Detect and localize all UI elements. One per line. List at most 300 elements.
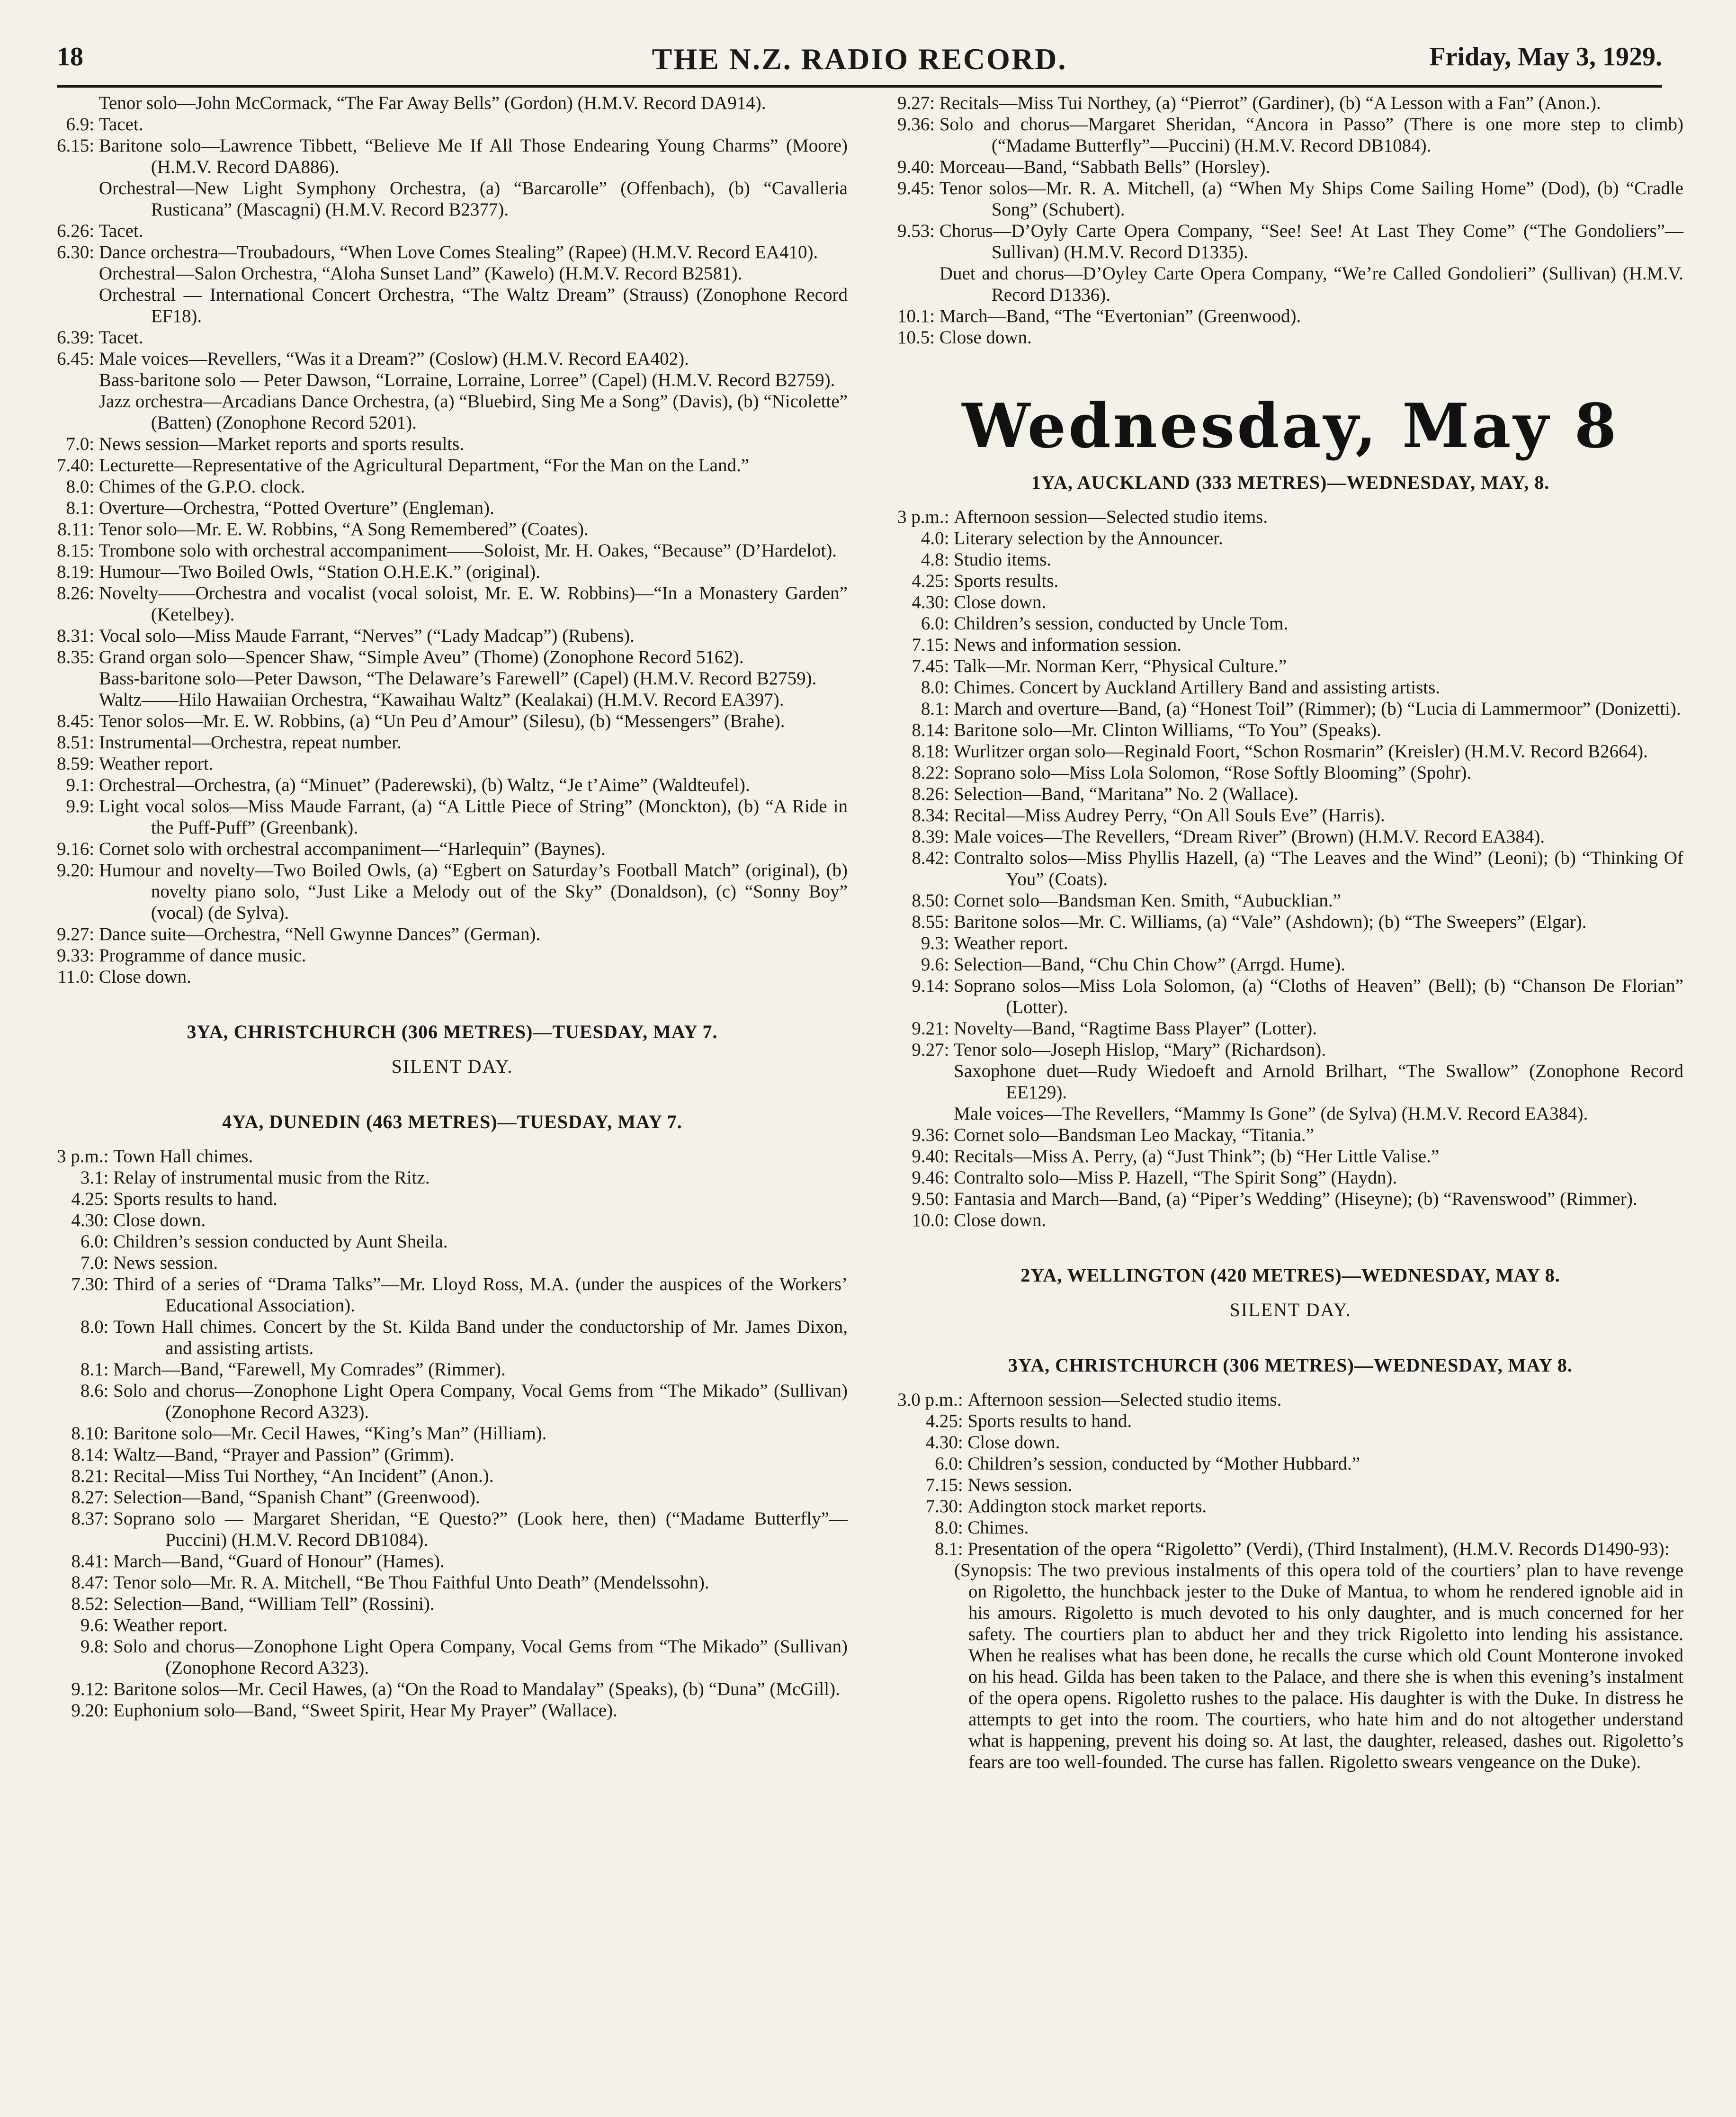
programme-entry [897,156,1683,178]
programme-entry [897,741,1683,762]
programme-entry [57,1465,848,1487]
entry-description: Weather report. [954,933,1068,953]
programme-entry [897,1410,1683,1432]
entry-description: Overture—Orchestra, “Potted Overture” (Engleman). [98,498,494,518]
entry-description: Close down. [967,1432,1060,1453]
programme-entry [57,1487,848,1508]
entry-description: Solo and chorus—Zonophone Light Opera Company, Vocal Gems from “The Mikado” (Sullivan) (Zonophone Record A323). [113,1636,848,1678]
programme-entry [57,561,848,583]
programme-entry [897,1517,1683,1538]
programme-entry [897,570,1683,592]
entry-time: 8.0: [921,677,949,698]
entry-description: Town Hall chimes. [113,1146,253,1166]
programme-entry [897,1124,1683,1146]
entry-description: News session—Market reports and sports results. [98,434,465,454]
entry-time: 8.55: [912,912,949,932]
programme-entry [57,966,848,987]
entry-description: Presentation of the opera “Rigoletto” (Verdi), (Third Instalment), (H.M.V. Records D1490-93): [967,1539,1670,1559]
programme-entry [57,1167,848,1188]
entry-time: 7.0: [66,434,95,454]
programme-entry [57,1444,848,1465]
programme-entry [57,1615,848,1636]
entry-description: Male voices—The Revellers, “Dream River” (Brown) (H.M.V. Record EA384). [954,826,1545,847]
entry-time: 9.50: [912,1189,949,1209]
programme-entry [897,506,1683,528]
programme-entry [57,348,848,369]
entry-description: Waltz—Band, “Prayer and Passion” (Grimm). [113,1444,455,1465]
programme-entry [897,826,1683,847]
programme-entry [897,263,1683,305]
entry-time [897,263,940,284]
entry-time: 9.6: [921,954,949,975]
entry-description: Relay of instrumental music from the Ritz. [113,1167,430,1188]
programme-entry [57,519,848,540]
entry-description: Sports results to hand. [967,1411,1132,1431]
entry-description: March—Band, “Guard of Honour” (Hames). [113,1551,445,1571]
programme-list [897,92,1683,348]
entry-time: 8.1: [935,1539,963,1559]
entry-time: 7.30: [925,1496,963,1516]
entry-time: 8.19: [57,562,95,582]
programme-entry [57,860,848,924]
entry-description: Sports results. [954,571,1059,591]
entry-time [897,1103,954,1124]
programme-entry [57,114,848,135]
entry-time: 3.1: [80,1167,109,1188]
programme-entry [897,783,1683,805]
programme-entry [57,1359,848,1380]
entry-time: 8.41: [71,1551,109,1571]
entry-time: 8.27: [71,1487,109,1507]
entry-description: Recitals—Miss Tui Northey, (a) “Pierrot” (Gardiner), (b) “A Lesson with a Fan” (Anon.). [939,93,1601,113]
entry-description: Chimes of the G.P.O. clock. [98,476,305,497]
entry-time: 7.45: [912,656,949,676]
entry-time: 8.52: [71,1594,109,1614]
programme-entry [57,625,848,646]
entry-time: 9.40: [897,157,935,177]
entry-description: Recitals—Miss A. Perry, (a) “Just Think”; (b) “Her Little Valise.” [954,1146,1440,1166]
programme-entry [897,655,1683,677]
entry-description: Male voices—The Revellers, “Mammy Is Gone” (de Sylva) (H.M.V. Record EA384). [954,1103,1588,1124]
entry-description: Afternoon session—Selected studio items. [954,507,1268,527]
entry-description: Chimes. Concert by Auckland Artillery Band and assisting artists. [954,677,1441,698]
entry-time: 3 p.m.: [57,1146,109,1166]
entry-description: Cornet solo—Bandsman Leo Mackay, “Titania.” [954,1125,1314,1145]
entry-time: 6.39: [57,327,95,348]
page-number: 18 [57,42,83,72]
entry-time: 7.30: [71,1274,109,1294]
entry-time: 8.51: [57,732,95,753]
programme-entry [897,1389,1683,1410]
entry-time [57,178,99,199]
programme-entry [57,710,848,732]
programme-entry [57,753,848,774]
entry-time: 8.0: [80,1317,109,1337]
entry-description: Soprano solo — Margaret Sheridan, “E Questo?” (Look here, then) (“Madame Butterfly”—Puccini) (H.M.V. Record DB1084). [113,1508,848,1550]
entry-description: Light vocal solos—Miss Maude Farrant, (a) “A Little Piece of String” (Monckton), (b) “A Ride in the Puff-Puff” (Greenbank). [98,796,848,838]
programme-entry [897,1210,1683,1231]
entry-description: Humour—Two Boiled Owls, “Station O.H.E.K.” (original). [98,562,540,582]
programme-entry [897,762,1683,783]
programme-entry [897,1039,1683,1060]
entry-time: 8.42: [912,848,949,868]
programme-entry [57,1572,848,1593]
programme-entry [897,847,1683,890]
entry-time: 8.39: [912,826,949,847]
programme-entry [57,774,848,796]
entry-time: 4.25: [925,1411,963,1431]
entry-description: Baritone solo—Lawrence Tibbett, “Believe Me If All Those Endearing Young Charms” (Moore) (H.M.V. Record DA886). [98,135,848,177]
entry-time: 4.8: [921,549,949,570]
entry-time: 9.33: [57,945,95,966]
programme-list [897,506,1683,1231]
entry-time [897,1060,954,1082]
programme-entry [897,1188,1683,1210]
entry-time: 6.0: [935,1453,963,1474]
programme-entry [897,549,1683,570]
programme-entry [897,719,1683,741]
entry-description: Chimes. [967,1517,1029,1538]
programme-entry [57,1380,848,1423]
entry-time: 9.1: [66,775,95,795]
entry-description: Soprano solos—Miss Lola Solomon, (a) “Cloths of Heaven” (Bell); (b) “Chanson De Florian” (Lotter). [954,976,1683,1017]
entry-description: Lecturette—Representative of the Agricultural Department, “For the Man on the Land.” [98,455,750,475]
entry-description: Solo and chorus—Zonophone Light Opera Company, Vocal Gems from “The Mikado” (Sullivan) (Zonophone Record A323). [113,1381,848,1422]
entry-description: Recital—Miss Tui Northey, “An Incident” (Anon.). [113,1466,494,1486]
entry-description: Sports results to hand. [113,1189,277,1209]
entry-time: 10.1: [897,306,935,326]
programme-entry [897,677,1683,698]
programme-entry [897,114,1683,156]
left-column [57,92,848,1721]
programme-entry [57,242,848,263]
entry-description: News session. [113,1253,218,1273]
entry-time: 8.21: [71,1466,109,1486]
entry-description: Tenor solos—Mr. R. A. Mitchell, (a) “When My Ships Come Sailing Home” (Dod), (b) “Cradle Song” (Schubert). [939,178,1683,220]
programme-entry [57,476,848,497]
entry-time: 9.14: [912,976,949,996]
entry-description: Literary selection by the Announcer. [954,528,1223,548]
entry-time: 4.0: [921,528,949,548]
programme-entry [57,668,848,689]
entry-description: Programme of dance music. [98,945,306,966]
entry-time: 6.0: [80,1231,109,1252]
entry-time: 9.9: [66,796,95,816]
entry-description: Baritone solos—Mr. Cecil Hawes, (a) “On the Road to Mandalay” (Speaks), (b) “Duna” (McGill). [113,1679,840,1699]
entry-time: 10.5: [897,327,935,348]
entry-time: 9.53: [897,221,935,241]
entry-time [57,668,99,689]
entry-time: 8.45: [57,711,95,731]
entry-time: 8.50: [912,890,949,911]
entry-time: 9.27: [897,93,935,113]
entry-time: 7.0: [80,1253,109,1273]
programme-entry [57,796,848,838]
entry-time: 3 p.m.: [897,507,949,527]
entry-time [57,263,99,284]
entry-time: 8.14: [912,720,949,740]
programme-list [57,92,848,987]
entry-time: 8.14: [71,1444,109,1465]
silent-day-notice: SILENT DAY. [1229,1299,1351,1320]
entry-description: Children’s session conducted by Aunt Sheila. [113,1231,448,1252]
issue-date: Friday, May 3, 1929. [1429,42,1662,72]
entry-description: Jazz orchestra—Arcadians Dance Orchestra, (a) “Bluebird, Sing Me a Song” (Davis), (b) “Nicolette” (Batten) (Zonophone Record 5201). [98,391,848,433]
entry-description: March—Band, “Farewell, My Comrades” (Rimmer). [113,1359,506,1380]
programme-entry [57,1316,848,1359]
entry-description: Close down. [113,1210,206,1230]
programme-entry [897,220,1683,263]
entry-description: Vocal solo—Miss Maude Farrant, “Nerves” (“Lady Madcap”) (Rubens). [98,626,635,646]
programme-entry [57,369,848,391]
programme-entry [897,634,1683,655]
entry-time: 8.26: [57,583,95,603]
entry-description: Dance orchestra—Troubadours, “When Love Comes Stealing” (Rapee) (H.M.V. Record EA410). [98,242,818,262]
entry-time [57,391,99,412]
programme-entry [897,933,1683,954]
entry-description: Fantasia and March—Band, (a) “Piper’s Wedding” (Hiseyne); (b) “Ravenswood” (Rimmer). [954,1189,1638,1209]
programme-entry [57,540,848,561]
entry-description: Contralto solos—Miss Phyllis Hazell, (a) “The Leaves and the Wind” (Leoni); (b) “Thinking Of You” (Coats). [954,848,1683,889]
entry-time: 6.0: [921,613,949,634]
section-heading: 3YA, CHRISTCHURCH (306 METRES)—WEDNESDAY, MAY 8. [1008,1355,1573,1376]
entry-description: Close down. [954,592,1047,612]
newspaper-title: THE N.Z. RADIO RECORD. [652,42,1067,76]
entry-description: Weather report. [113,1615,228,1635]
entry-description: Orchestral—Salon Orchestra, “Aloha Sunset Land” (Kawelo) (H.M.V. Record B2581). [98,263,743,284]
programme-entry [57,1700,848,1721]
entry-description: Cornet solo with orchestral accompaniment—“Harlequin” (Baynes). [98,839,606,859]
entry-description: Soprano solo—Miss Lola Solomon, “Rose Softly Blooming” (Spohr). [954,762,1472,783]
programme-entry [897,975,1683,1018]
programme-entry [57,284,848,327]
entry-description: Morceau—Band, “Sabbath Bells” (Horsley). [939,157,1271,177]
programme-entry [57,1146,848,1167]
entry-description: Talk—Mr. Norman Kerr, “Physical Culture.” [954,656,1287,676]
entry-description: Selection—Band, “Spanish Chant” (Greenwood). [113,1487,480,1507]
entry-description: Studio items. [954,549,1052,570]
entry-description: Novelty—Band, “Ragtime Bass Player” (Lotter). [954,1018,1317,1039]
programme-entry [57,455,848,476]
entry-description: Baritone solo—Mr. Cecil Hawes, “King’s Man” (Hilliam). [113,1423,547,1444]
programme-entry [897,178,1683,220]
entry-description: Grand organ solo—Spencer Shaw, “Simple Aveu” (Thome) (Zonophone Record 5162). [98,647,744,667]
entry-time: 9.36: [912,1125,949,1145]
entry-time: 7.15: [912,635,949,655]
programme-entry [57,1423,848,1444]
entry-time: 8.10: [71,1423,109,1444]
programme-entry [57,1274,848,1316]
entry-time: 8.18: [912,741,949,762]
programme-entry [57,497,848,519]
programme-entry [897,613,1683,634]
entry-time: 11.0: [57,967,95,987]
entry-description: Third of a series of “Drama Talks”—Mr. Lloyd Ross, M.A. (under the auspices of the Workers’ Educational Association). [113,1274,848,1316]
programme-entry [897,1103,1683,1124]
entry-description: Wurlitzer organ solo—Reginald Foort, “Schon Rosmarin” (Kreisler) (H.M.V. Record B2664). [954,741,1648,762]
entry-description: Male voices—Revellers, “Was it a Dream?” (Coslow) (H.M.V. Record EA402). [98,349,689,369]
entry-time [57,92,99,114]
entry-description: Trombone solo with orchestral accompaniment——Soloist, Mr. H. Oakes, “Because” (D’Hardelot). [98,540,837,561]
programme-entry [897,592,1683,613]
opera-synopsis: (Synopsis: The two previous instalments of this opera told of the courtiers’ plan to have revenge on Rigoletto, the hunchback jester to the Duke of Mantua, to whom he rendered ignoble aid in his amours. Rigoletto is much devoted to his only daughter, and is much concerned for her safety. The courtiers plan to abduct her and they trick Rigoletto into lending his assistance. When he realises what has been done, he recalls the curse which old Count Monterone invoked on his head. Gilda has been taken to the Palace, and there she is when this evening’s instalment of the opera opens. Rigoletto rushes to the palace. His daughter is with the Duke. In distress he attempts to get into the room. The courtiers, who hate him and do not altogether understand what is happening, prevent his doing so. At last, the daughter, released, dashes out. Rigoletto’s fears are too well-founded. The curse has fallen. Rigoletto swears vengeance on the Duke). [954,1560,1683,1772]
entry-time: 7.15: [925,1475,963,1495]
entry-description: Town Hall chimes. Concert by the St. Kilda Band under the conductorship of Mr. James Dixon, and assisting artists. [113,1317,848,1358]
entry-description: News session. [967,1475,1073,1495]
entry-time: 9.3: [921,933,949,953]
entry-description: Children’s session, conducted by “Mother Hubbard.” [967,1453,1360,1474]
entry-description: Afternoon session—Selected studio items. [967,1390,1282,1410]
entry-time: 8.35: [57,647,95,667]
programme-entry [897,92,1683,114]
entry-description: Close down. [954,1210,1047,1230]
entry-time: 4.30: [925,1432,963,1453]
entry-description: Novelty——Orchestra and vocalist (vocal soloist, Mr. E. W. Robbins)—“In a Monastery Garden” (Ketelbey). [98,583,848,625]
entry-description: Close down. [939,327,1032,348]
entry-time: 9.20: [71,1700,109,1721]
programme-entry [897,1167,1683,1188]
entry-time: 9.21: [912,1018,949,1039]
programme-entry [57,263,848,284]
programme-entry [897,327,1683,348]
entry-description: Euphonium solo—Band, “Sweet Spirit, Hear My Prayer” (Wallace). [113,1700,617,1721]
entry-time: 9.36: [897,114,935,135]
entry-description: March and overture—Band, (a) “Honest Toil” (Rimmer); (b) “Lucia di Lammermoor” (Donizetti). [954,699,1681,719]
entry-time: 8.1: [80,1359,109,1380]
programme-entry [897,805,1683,826]
entry-description: Bass-baritone solo—Peter Dawson, “The Delaware’s Farewell” (Capel) (H.M.V. Record B2759). [98,668,817,689]
programme-entry [897,528,1683,549]
programme-entry [57,1678,848,1700]
entry-description: Close down. [98,967,191,987]
entry-description: Dance suite—Orchestra, “Nell Gwynne Dances” (German). [98,924,541,944]
programme-entry [57,1508,848,1551]
entry-description: Weather report. [98,754,214,774]
entry-description: Tenor solo—Joseph Hislop, “Mary” (Richardson). [954,1040,1326,1060]
entry-description: Orchestral — International Concert Orchestra, “The Waltz Dream” (Strauss) (Zonophone Record EF18). [98,285,848,326]
entry-time: 8.0: [66,476,95,497]
entry-description: Tenor solo—Mr. E. W. Robbins, “A Song Remembered” (Coates). [98,519,589,539]
entry-time: 8.6: [80,1381,109,1401]
entry-description: Addington stock market reports. [967,1496,1207,1516]
section-heading: 2YA, WELLINGTON (420 METRES)—WEDNESDAY, MAY 8. [1020,1265,1560,1286]
section-heading: 1YA, AUCKLAND (333 METRES)—WEDNESDAY, MAY, 8. [1031,472,1550,493]
entry-description: Solo and chorus—Margaret Sheridan, “Ancora in Passo” (There is one more step to climb) (“Madame Butterfly”—Puccini) (H.M.V. Record DB1084). [939,114,1683,156]
programme-entry [897,1496,1683,1517]
entry-description: Chorus—D’Oyly Carte Opera Company, “See! See! At Last They Come” (“The Gondoliers”—Sullivan) (H.M.V. Record D1335). [939,221,1683,262]
programme-entry [57,1252,848,1274]
entry-description: Baritone solos—Mr. C. Williams, (a) “Vale” (Ashdown); (b) “The Sweepers” (Elgar). [954,912,1587,932]
programme-entry [57,433,848,455]
entry-time: 8.15: [57,540,95,561]
programme-entry [57,1636,848,1678]
entry-time: 9.12: [71,1679,109,1699]
masthead [57,42,1662,88]
programme-entry [57,583,848,625]
entry-description: Selection—Band, “William Tell” (Rossini). [113,1594,435,1614]
entry-time: 6.26: [57,221,95,241]
entry-description: Tenor solo—Mr. R. A. Mitchell, “Be Thou Faithful Unto Death” (Mendelssohn). [113,1572,709,1593]
programme-entry [57,646,848,668]
entry-time: 6.45: [57,349,95,369]
programme-entry [897,890,1683,911]
programme-entry [57,924,848,945]
programme-entry [897,954,1683,975]
programme-entry [897,1146,1683,1167]
entry-description: Saxophone duet—Rudy Wiedoeft and Arnold Brilhart, “The Swallow” (Zonophone Record EE129). [954,1061,1683,1103]
entry-time: 8.34: [912,805,949,825]
entry-time: 9.8: [80,1636,109,1657]
programme-entry [57,945,848,966]
entry-time: 8.1: [66,498,95,518]
entry-time: 9.40: [912,1146,949,1166]
entry-time: 4.30: [912,592,949,612]
programme-entry [57,1231,848,1252]
entry-time: 8.47: [71,1572,109,1593]
entry-time: 9.27: [912,1040,949,1060]
entry-time: 3.0 p.m.: [897,1390,963,1410]
entry-description: Waltz——Hilo Hawaiian Orchestra, “Kawaihau Waltz” (Kealakai) (H.M.V. Record EA397). [98,690,784,710]
entry-description: Selection—Band, “Chu Chin Chow” (Arrgd. Hume). [954,954,1345,975]
entry-description: Children’s session, conducted by Uncle Tom. [954,613,1289,634]
entry-time: 10.0: [912,1210,949,1230]
section-heading: 4YA, DUNEDIN (463 METRES)—TUESDAY, MAY 7. [222,1111,682,1132]
programme-entry [897,305,1683,327]
entry-time: 9.27: [57,924,95,944]
programme-entry [897,1474,1683,1496]
entry-time: 8.22: [912,762,949,783]
entry-description: Duet and chorus—D’Oyley Carte Opera Company, “We’re Called Gondolieri” (Sullivan) (H.M.V. Record D1336). [939,263,1683,305]
entry-time: 9.45: [897,178,935,198]
entry-time: 8.37: [71,1508,109,1529]
entry-time: 9.20: [57,860,95,880]
entry-description: Cornet solo—Bandsman Ken. Smith, “Aubucklian.” [954,890,1341,911]
entry-description: Tacet. [98,114,143,135]
programme-entry [897,1432,1683,1453]
entry-description: Tenor solo—John McCormack, “The Far Away Bells” (Gordon) (H.M.V. Record DA914). [98,93,766,113]
programme-entry [57,1210,848,1231]
entry-time: 4.25: [71,1189,109,1209]
entry-description: Selection—Band, “Maritana” No. 2 (Wallace). [954,784,1298,804]
entry-description: Tacet. [98,327,143,348]
entry-time: 4.25: [912,571,949,591]
entry-time: 9.6: [80,1615,109,1635]
programme-list [897,1389,1683,1560]
entry-description: Bass-baritone solo — Peter Dawson, “Lorraine, Lorraine, Lorree” (Capel) (H.M.V. Record B2759). [98,370,835,390]
programme-entry [897,1538,1683,1560]
programme-entry [57,838,848,860]
entry-time: 4.30: [71,1210,109,1230]
programme-entry [897,911,1683,933]
entry-description: Humour and novelty—Two Boiled Owls, (a) “Egbert on Saturday’s Football Match” (original), (b) novelty piano solo, “Just Like a Melody out of the Sky” (Donaldson), (c) “Sonny Boy” (vocal) (de Sylva). [98,860,848,923]
silent-day-notice: SILENT DAY. [391,1056,513,1077]
entry-time: 9.46: [912,1167,949,1188]
right-column [897,92,1683,1773]
day-heading: Wednesday, May 8 [962,391,1619,462]
programme-list [57,1146,848,1721]
entry-time: 8.26: [912,784,949,804]
section-heading: 3YA, CHRISTCHURCH (306 METRES)—TUESDAY, MAY 7. [187,1021,718,1042]
entry-description: Contralto solo—Miss P. Hazell, “The Spirit Song” (Haydn). [954,1167,1397,1188]
entry-time [57,284,99,305]
programme-entry [57,135,848,178]
programme-entry [57,1188,848,1210]
programme-entry [57,327,848,348]
entry-description: Orchestral—New Light Symphony Orchestra, (a) “Barcarolle” (Offenbach), (b) “Cavalleria Rusticana” (Mascagni) (H.M.V. Record B2377). [98,178,848,220]
programme-entry [897,1018,1683,1039]
entry-description: Tenor solos—Mr. E. W. Robbins, (a) “Un Peu d’Amour” (Silesu), (b) “Messengers” (Brahe). [98,711,785,731]
entry-time: 8.31: [57,626,95,646]
